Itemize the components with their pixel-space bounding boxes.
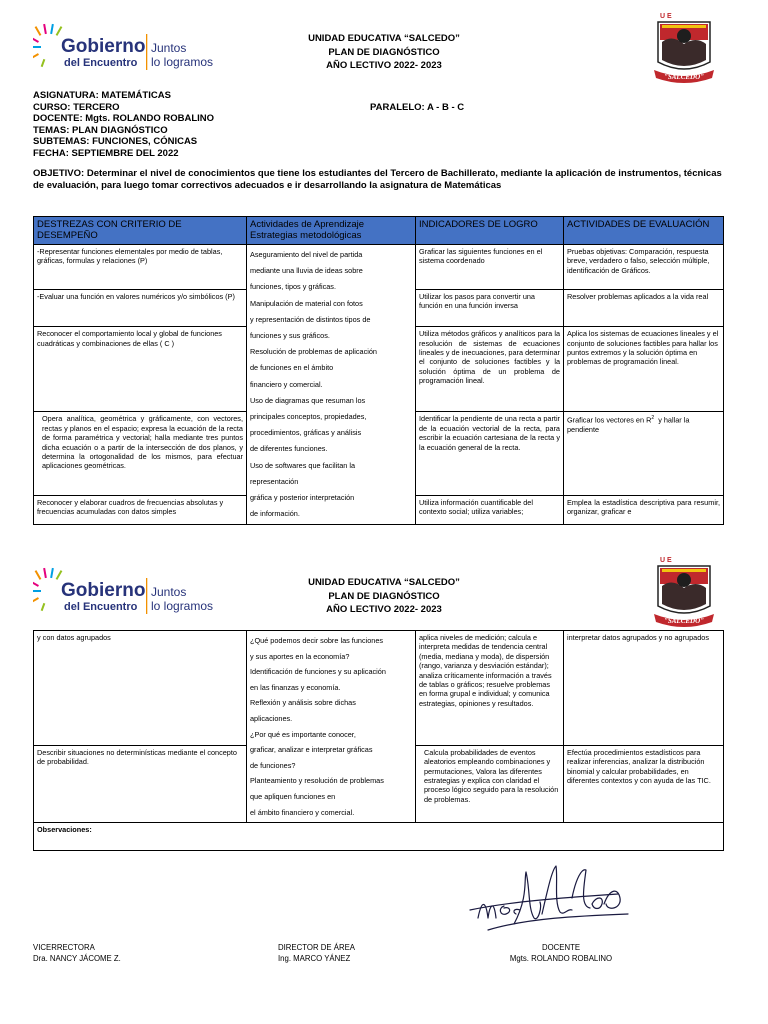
actividad-line: Uso de diagramas que resuman los <box>250 395 366 405</box>
gobierno-logo-word1: Gobierno <box>61 36 146 57</box>
course-info <box>33 90 214 160</box>
actividad-line: ¿Qué podemos decir sobre las funciones <box>250 636 384 645</box>
plan-table-page1 <box>33 216 724 525</box>
crest-letters: U E <box>660 557 672 564</box>
destreza-cell: Reconocer y elaborar cuadros de frecuencias absolutas y frecuencias acumuladas con datos simples <box>34 495 247 525</box>
document-header-title <box>234 576 534 617</box>
info-docente: DOCENTE: Mgts. ROLANDO ROBALINO <box>33 113 215 125</box>
evaluacion-cell: Efectúa procedimientos estadísticos para realizar inferencias, analizar la distribución binomial y calcular probabilidades, en diferentes contextos y con ayuda de las TIC. <box>564 745 724 822</box>
actividad-line: de información. <box>250 509 300 519</box>
actividad-line: representación <box>250 476 299 486</box>
evaluacion-cell <box>564 412 724 495</box>
info-paralelo: PARALELO: A - B - C <box>370 102 465 113</box>
destreza-cell: y con datos agrupados <box>34 631 247 746</box>
crest-letters: U E <box>660 13 672 20</box>
handwritten-signature <box>468 858 638 940</box>
actividad-line: Planteamiento y resolución de problemas <box>250 776 384 786</box>
indicador-cell: Graficar las siguientes funciones en el sistema coordenado <box>416 245 564 290</box>
actividad-line: ¿Por qué es importante conocer, <box>250 729 356 739</box>
header-destrezas: DESTREZAS CON CRITERIO DE DESEMPEÑO <box>34 217 247 245</box>
actividad-line: Aseguramiento del nivel de partida <box>250 250 363 259</box>
signature-docente <box>506 942 616 964</box>
gobierno-logo-icon <box>33 566 223 622</box>
evaluacion-vector-text: Graficar los vectores en R <box>567 415 652 425</box>
info-temas: TEMAS: PLAN DIAGNÓSTICO <box>33 124 168 136</box>
actividad-line: Manipulación de material con fotos <box>250 298 363 308</box>
plan-title: PLAN DE DIAGNÓSTICO <box>328 46 440 58</box>
gobierno-logo-slogan1: Juntos <box>151 41 187 55</box>
gobierno-logo-word2: del Encuentro <box>64 601 138 613</box>
actividad-line: que apliquen funciones en <box>250 791 336 801</box>
info-curso: CURSO: TERCERO <box>33 101 120 113</box>
signature-docente-name: Mgts. ROLANDO ROBALINO <box>509 954 613 963</box>
indicador-cell: Calcula probabilidades de eventos aleatorios empleando combinaciones y permutaciones, Valora las diferentes estrategias y explica con claridad el proceso lógico seguido para la resolución de problemas. <box>416 745 564 822</box>
signature-director <box>278 942 355 964</box>
indicador-cell: Utiliza información cuantificable del contexto social; utiliza variables; <box>416 495 564 525</box>
header-indicadores: INDICADORES DE LOGRO <box>416 217 564 245</box>
gobierno-logo-slogan2: lo logramos <box>151 599 214 613</box>
actividad-line: aplicaciones. <box>250 713 293 723</box>
signature-director-title: DIRECTOR DE ÁREA <box>278 943 355 952</box>
school-year: AÑO LECTIVO 2022- 2023 <box>326 604 442 615</box>
destreza-cell: -Representar funciones elementales por medio de tablas, gráficas, formulas y relaciones (P) <box>34 245 247 290</box>
actividad-line: el ámbito financiero y comercial. <box>250 807 355 817</box>
signature-docente-title: DOCENTE <box>541 943 581 952</box>
actividad-line: Uso de softwares que facilitan la <box>250 460 356 470</box>
evaluacion-cell: Pruebas objetivas: Comparación, respuesta breve, verdadero o falso, selección múltiple, identificación de Gráficos. <box>564 245 724 290</box>
info-subtemas: SUBTEMAS: FUNCIONES, CÓNICAS <box>33 136 198 148</box>
gobierno-logo-slogan1: Juntos <box>151 585 187 599</box>
actividad-line: graficar, analizar e interpretar gráficas <box>250 745 373 755</box>
actividad-line: de funciones? <box>250 760 296 770</box>
evaluacion-cell: Emplea la estadística descriptiva para resumir, organizar, graficar e <box>564 495 724 525</box>
signature-vice-name: Dra. NANCY JÁCOME Z. <box>33 954 121 963</box>
evaluacion-pendiente-text: y hallar la pendiente <box>567 415 690 435</box>
school-name: UNIDAD EDUCATIVA “SALCEDO” <box>308 577 460 588</box>
actividad-line: y sus aportes en la economía? <box>250 651 350 661</box>
gobierno-logo-word2: del Encuentro <box>64 57 138 69</box>
superscript-two: 2 <box>651 415 655 422</box>
header-actividades: Actividades de Aprendizaje Estrategias metodológicas <box>247 217 416 245</box>
school-year: AÑO LECTIVO 2022- 2023 <box>326 60 442 71</box>
signature-vicerrectora <box>33 942 121 964</box>
indicador-cell: Utilizar los pasos para convertir una función en una función inversa <box>416 289 564 326</box>
actividad-line: mediante una lluvia de ideas sobre <box>250 266 363 276</box>
gobierno-logo-slogan2: lo logramos <box>151 55 214 69</box>
indicador-cell: Utiliza métodos gráficos y analíticos para la resolución de sistemas de ecuaciones lineales y de inecuaciones, para determinar el conjunto de soluciones factibles y la solución óptima de un problema de programación lineal. <box>416 327 564 412</box>
actividad-line: principales conceptos, propiedades, <box>250 412 367 422</box>
indicador-cell: Identificar la pendiente de una recta a partir de la ecuación vectorial de la recta, para escribir la ecuación cartesiana de la recta y la ecuación general de la recta. <box>416 412 564 495</box>
actividades-cell <box>247 631 416 823</box>
school-crest-icon <box>648 554 720 630</box>
signature-director-name: Ing. MARCO YÁNEZ <box>278 954 351 963</box>
signature-vice-title: VICERRECTORA <box>33 943 95 952</box>
school-name: UNIDAD EDUCATIVA “SALCEDO” <box>308 33 460 44</box>
header-evaluacion: ACTIVIDADES DE EVALUACIÓN <box>564 217 724 245</box>
gobierno-logo-icon <box>33 22 223 78</box>
actividad-line: funciones y sus gráficos. <box>250 331 330 341</box>
info-fecha: FECHA: SEPTIEMBRE DEL 2022 <box>33 147 179 159</box>
actividad-line: en las finanzas y economía. <box>250 682 341 692</box>
crest-ribbon: "SALCEDO" <box>663 73 705 81</box>
actividad-line: financiero y comercial. <box>250 379 323 389</box>
actividad-line: Identificación de funciones y su aplicación <box>250 667 386 677</box>
actividad-line: y representación de distintos tipos de <box>250 314 371 324</box>
actividad-line: gráfica y posterior interpretación <box>250 493 355 503</box>
actividad-line: de funciones en el ámbito <box>250 363 334 373</box>
indicador-cell: aplica niveles de medición; calcula e interpreta medidas de tendencia central (media, mediana y moda), de dispersión (rango, varianza y desviación estándar); analiza críticamente información a través de tablas o gráficos; resuelve problemas en forma grupal e individual; y comunica estrategias, opiniones y resultados. <box>416 631 564 746</box>
school-crest-icon <box>648 10 720 86</box>
crest-ribbon: "SALCEDO" <box>663 617 705 625</box>
actividad-line: Resolución de problemas de aplicación <box>250 347 377 357</box>
info-asignatura: ASIGNATURA: MATEMÁTICAS <box>33 90 171 101</box>
destreza-cell: Reconocer el comportamiento local y global de funciones cuadráticas y combinaciones de ellas ( C ) <box>34 327 247 412</box>
destreza-cell: Describir situaciones no determinísticas mediante el concepto de probabilidad. <box>34 745 247 822</box>
actividad-line: Reflexión y análisis sobre dichas <box>250 698 356 708</box>
info-objetivo: OBJETIVO: Determinar el nivel de conocimientos que tiene los estudiantes del Tercero de Bachillerato, mediante la aplicación de instrumentos, técnicas de evaluación, para luego tomar correctivos adecuados e ir desarrollando la asignatura de Matemáticas <box>33 168 722 191</box>
evaluacion-cell: Aplica los sistemas de ecuaciones lineales y el conjunto de soluciones factibles para hallar los puntos extremos y la solución óptima en problemas de programación lineal. <box>564 327 724 412</box>
gobierno-logo-word1: Gobierno <box>61 580 146 601</box>
actividad-line: de diferentes funciones. <box>250 444 328 454</box>
plan-table-page2 <box>33 630 724 851</box>
evaluacion-cell: Resolver problemas aplicados a la vida real <box>564 289 724 326</box>
document-header-title <box>234 32 534 73</box>
destreza-cell: -Evaluar una función en valores numéricos y/o simbólicos (P) <box>34 289 247 326</box>
observaciones-cell: Observaciones: <box>34 823 724 851</box>
evaluacion-cell: interpretar datos agrupados y no agrupados <box>564 631 724 746</box>
actividad-line: procedimientos, gráficas y análisis <box>250 428 362 438</box>
actividad-line: funciones, tipos y gráficas. <box>250 282 336 292</box>
destreza-cell: Opera analítica, geométrica y gráficamente, con vectores, rectas y planos en el espacio; expresa la ecuación de la recta de forma paramétrica y vectorial; halla mediante tres puntos dicha ecuación o a partir de la intersección de dos planos, y determina la ortogonalidad de los mismos, para efectuar aplicaciones geométricas. <box>34 412 247 495</box>
plan-title: PLAN DE DIAGNÓSTICO <box>328 590 440 602</box>
actividades-cell <box>247 245 416 525</box>
